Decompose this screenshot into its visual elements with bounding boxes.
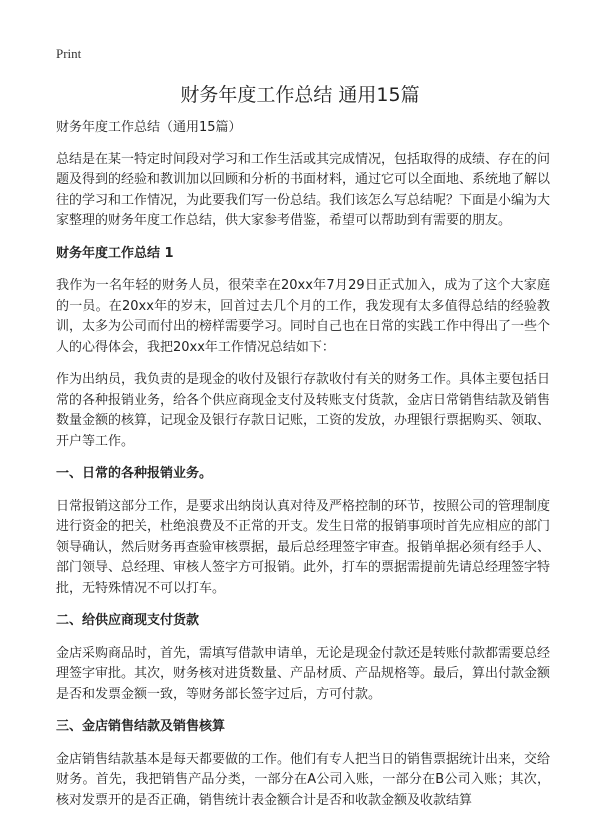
intro-paragraph: 总结是在某一特定时间段对学习和工作生活或其完成情况，包括取得的成绩、存在的问题及得到的经验和教训加以回顾和分析的书面材料，通过它可以全面地、系统地了解以往的学习和工作情况，为此要我们写一份总结。我们该怎么写总结呢？下面是小编为大家整理的财务年度工作总结，供大家参考借鉴，希望可以帮助到有需要的朋友。 (56, 151, 551, 228)
subheading-daily-reimbursement: 一、日常的各种报销业务。 (56, 466, 213, 481)
section1-paragraph-2: 作为出纳员，我负责的是现金的收付及银行存款收付有关的财务工作。具体主要包括日常的各种报销业务，给各个供应商现金支付及转账支付货款，金店日常销售结款及销售数量金额的核算，记现金及银行存款日记账，工资的发放，办理银行票据购买、领取、开户等工作。 (56, 372, 551, 449)
section-heading-1: 财务年度工作总结 1 (56, 245, 174, 261)
supplier-payment-paragraph: 金店采购商品时，首先，需填写借款申请单，无论是现金付款还是转账付款都需要总经理签字审批。其次，财务核对进货数量、产品材质、产品规格等。最后，算出付款金额是否和发票金额一致，等财务部长签字过后，方可付款。 (56, 645, 551, 702)
subheading-sales-settlement: 三、金店销售结款及销售核算 (56, 719, 226, 734)
sales-settlement-paragraph: 金店销售结款基本是每天都要做的工作。他们有专人把当日的销售票据统计出来，交给财务。首先，我把销售产品分类，一部分在A公司入账，一部分在B公司入账；其次，核对发票开的是否正确，销售统计表金额合计是否和收款金额及收款结算 (56, 751, 551, 808)
document-title: 财务年度工作总结 通用15篇 (180, 84, 420, 106)
section1-paragraph-1: 我作为一名年轻的财务人员，很荣幸在20xx年7月29日正式加入，成为了这个大家庭的一员。在20xx年的岁末，回首过去几个月的工作，我发现有太多值得总结的经验教训，太多为公司而付出的榜样需要学习。同时自己也在日常的实践工作中得出了一些个人的心得体会，我把20xx年工作情况总结如下： (56, 278, 551, 355)
subheading-supplier-payment: 二、给供应商现支付货款 (56, 613, 200, 628)
print-link[interactable]: Print (56, 46, 82, 61)
document-body (56, 118, 550, 823)
daily-reimbursement-paragraph: 日常报销这部分工作，是要求出纳岗认真对待及严格控制的环节，按照公司的管理制度进行资金的把关，杜绝浪费及不正常的开支。发生日常的报销事项时首先应相应的部门领导确认，然后财务再查验审核票据，最后总经理签字审查。报销单据必须有经手人、部门领导、总经理、审核人签字方可报销。此外，打车的票据需提前先请总经理签字特批，无特殊情况不可以打车。 (56, 498, 551, 596)
document-subtitle: 财务年度工作总结（通用15篇） (56, 120, 242, 135)
